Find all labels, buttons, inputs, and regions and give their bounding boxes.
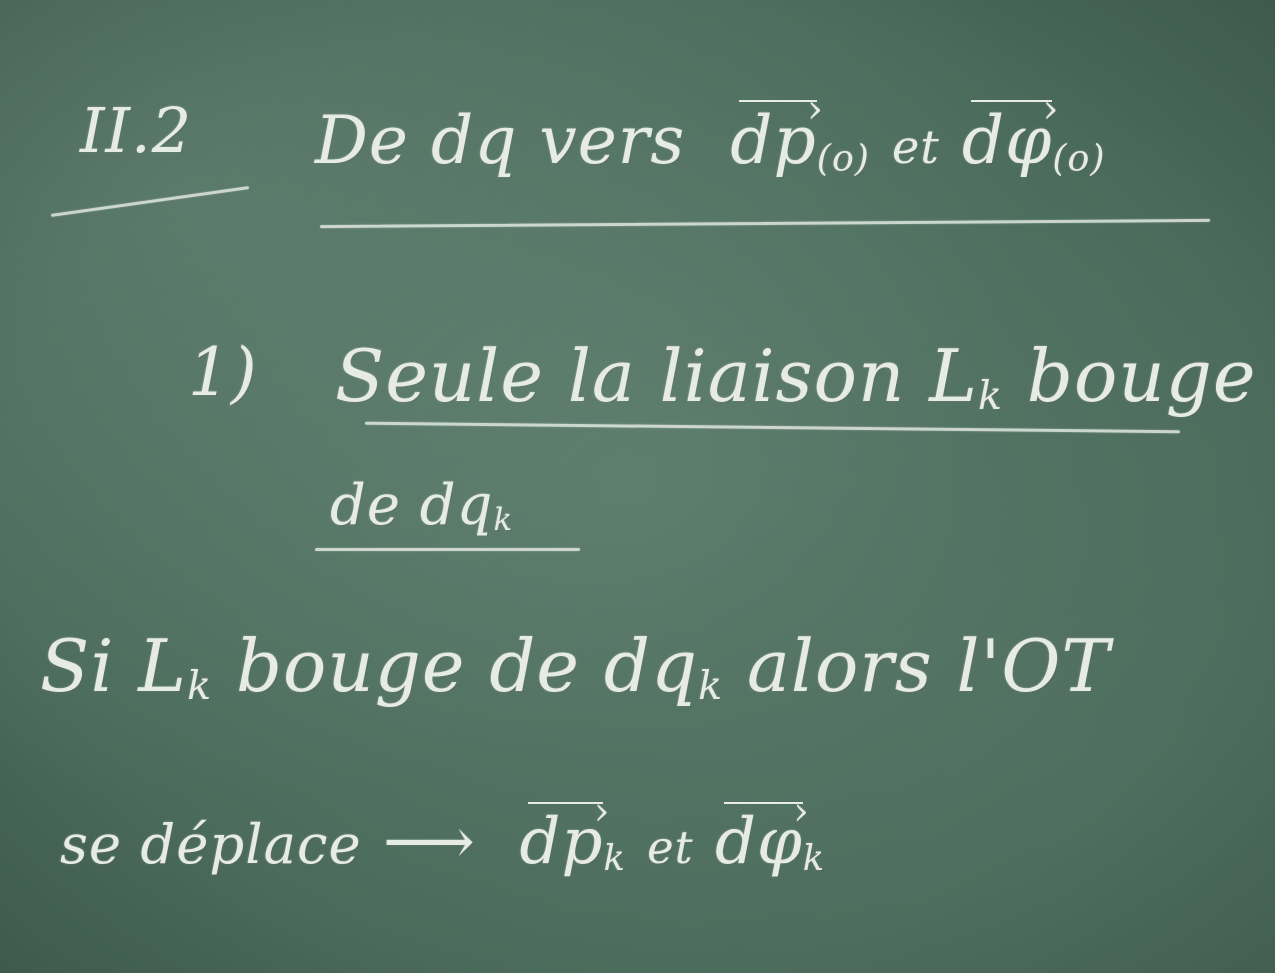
item1-line1-text: Seule la liaison L bbox=[335, 334, 979, 418]
section-title-underline bbox=[320, 219, 1210, 228]
vector-dpk-sub: k bbox=[603, 838, 626, 880]
item1-line2 bbox=[330, 473, 514, 539]
item1-line1-end: bouge bbox=[1026, 334, 1257, 418]
body-line1-b: bouge de dq bbox=[235, 624, 699, 708]
vector-dphi-sub: (o) bbox=[1052, 136, 1106, 180]
vector-dp bbox=[730, 102, 817, 179]
body-line1 bbox=[40, 624, 1111, 709]
body-line1-a: Si L bbox=[40, 624, 188, 708]
vector-dphik-symbol: dφ bbox=[714, 805, 803, 879]
and-word-2: et bbox=[647, 821, 694, 874]
item1-line2-text: de dq bbox=[330, 473, 494, 538]
body-line2 bbox=[60, 805, 826, 880]
body-line1-sub: k bbox=[187, 662, 213, 709]
section-number-underline bbox=[51, 186, 249, 217]
body-line2-a: se déplace bbox=[60, 813, 362, 876]
vector-dphi bbox=[961, 102, 1053, 179]
section-number-text: II.2 bbox=[80, 94, 193, 167]
item1-marker-text: 1) bbox=[188, 334, 258, 411]
item1-line1-underline bbox=[365, 422, 1180, 434]
vector-dphi-symbol: dφ bbox=[961, 102, 1053, 179]
item1-line1-sub: k bbox=[978, 372, 1004, 419]
and-word-1: et bbox=[891, 120, 940, 174]
body-line1-sub2: k bbox=[698, 662, 724, 709]
vector-dp-sub: (o) bbox=[816, 136, 870, 180]
item1-line2-underline bbox=[315, 548, 580, 551]
arrow-glyph: ⟶ bbox=[383, 805, 476, 879]
section-number bbox=[80, 94, 193, 167]
vector-dphik bbox=[714, 805, 803, 879]
section-title bbox=[315, 102, 1106, 180]
section-title-pre: De dq vers bbox=[315, 102, 686, 179]
vector-dphik-sub: k bbox=[802, 838, 826, 880]
item1-marker bbox=[188, 334, 258, 411]
item1-line2-sub: k bbox=[493, 502, 514, 539]
vector-dpk bbox=[519, 805, 604, 879]
item1-line1 bbox=[335, 334, 1257, 419]
body-line1-c: alors l'OT bbox=[746, 624, 1111, 708]
vector-dp-symbol: dp bbox=[730, 102, 817, 179]
vector-dpk-symbol: dp bbox=[519, 805, 604, 879]
